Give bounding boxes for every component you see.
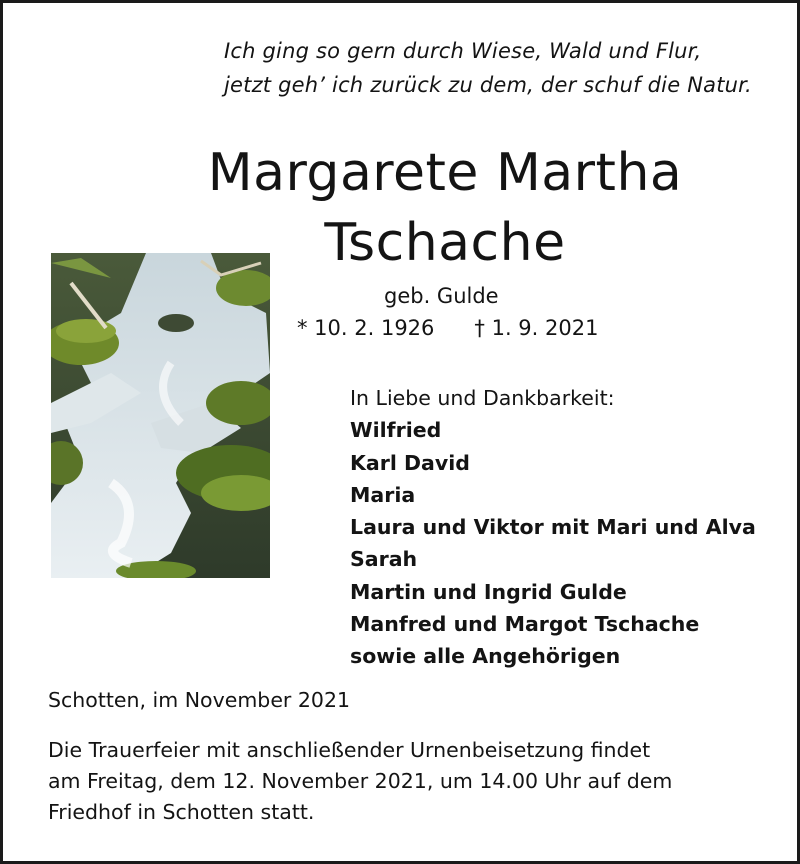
life-dates [297,316,598,340]
birth-date: * 10. 2. 1926 [297,316,435,340]
mourners-intro: In Liebe und Dankbarkeit: [350,386,615,410]
service-line-1: Die Trauerfeier mit anschließender Urnenbeisetzung findet [48,738,651,762]
deceased-name-line-1: Margarete Martha [207,143,683,203]
waterfall-photo [51,253,270,578]
poem-line-2: jetzt geh’ ich zurück zu dem, der schuf die Natur. [224,73,752,97]
place-date: Schotten, im November 2021 [48,688,351,712]
poem-line-1: Ich ging so gern durch Wiese, Wald und Flur, [224,39,702,63]
deceased-name-line-2: Tschache [324,213,566,273]
maiden-name: geb. Gulde [384,284,499,308]
service-line-3: Friedhof in Schotten statt. [48,800,315,824]
poem [224,34,784,102]
service-line-2: am Freitag, dem 12. November 2021, um 14.00 Uhr auf dem [48,769,673,793]
mourner-name: Maria [350,482,416,507]
mourner-name: Manfred und Margot Tschache [350,612,700,637]
mourners-list [350,382,756,673]
mourner-name: Wilfried [350,418,442,443]
service-notice [48,735,768,828]
mourner-name: Laura und Viktor mit Mari und Alva [350,515,756,540]
mourner-name: sowie alle Angehörigen [350,644,621,669]
mourner-name: Sarah [350,547,418,572]
death-date: † 1. 9. 2021 [474,316,599,340]
mourner-name: Martin und Ingrid Gulde [350,579,627,604]
mourner-name: Karl David [350,450,470,475]
